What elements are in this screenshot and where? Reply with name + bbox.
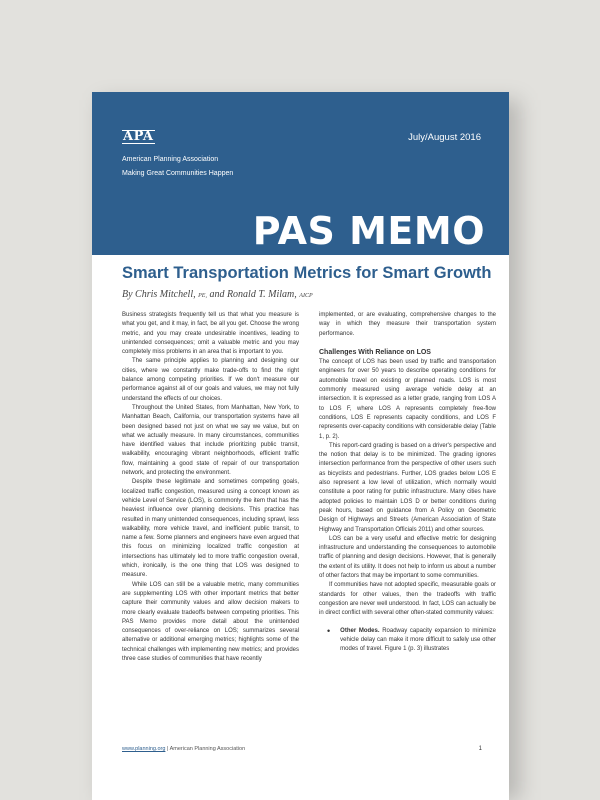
paragraph: The same principle applies to planning and designing our cities, where we constantly make trade-offs to find the right balance among competing priorities. If we don't measure our performance against all of our goals and values, we may not fully understand the effects of our choices. (122, 358, 299, 402)
paragraph: implemented, or are evaluating, comprehensive changes to the way in which they measure their transportation system performance. (319, 312, 496, 337)
paragraph: Throughout the United States, from Manhattan, New York, to Manhattan Beach, California, our transportation systems have all been designed based not just on what we say we value, but on what we actually measure. In many circumstances, communities have identified values that include prioritizing public transit, walkability, encouraging vibrant neighborhoods, efficient traffic flow, maintaining a good state of repair of our transportation network, and protecting the environment. (122, 404, 299, 477)
paragraph: Business strategists frequently tell us that what you measure is what you get, and it may, in fact, be all you get. Choose the wrong metric, and you may create undesirable incentives, leading to unintended consequences; omit a valuable metric and you may completely miss problems in an area that is important to you. (122, 312, 299, 356)
paragraph: If communities have not adopted specific, measurable goals or standards for other values, then the tradeoffs with traffic congestion are never well understood. In fact, LOS can actually be in direct conflict with several other often-stated community values: (319, 582, 496, 617)
org-tagline: Making Great Communities Happen (122, 170, 234, 177)
bullet-item (319, 627, 496, 655)
page-number: 1 (478, 746, 482, 752)
paragraph: LOS can be a very useful and effective metric for designing infrastructure and understanding the consequences to automobile traffic of planning and design decisions. However, that is generally the extent of its utility. It does not help to inform us about a number of other factors that may be important to some communities. (319, 535, 496, 580)
page-footer: www.planning.org | American Planning Association 1 (122, 746, 482, 752)
memo-page (92, 92, 509, 800)
org-name: American Planning Association (122, 156, 219, 163)
website-link[interactable]: www.planning.org (122, 746, 166, 752)
author-1: By Chris Mitchell, (122, 289, 196, 300)
body-column-right (319, 311, 496, 654)
body-column-left (122, 311, 299, 664)
header-band (92, 92, 509, 255)
article-title: Smart Transportation Metrics for Smart Growth (122, 264, 492, 282)
author-2-credential: AICP (299, 293, 313, 299)
bullet-dot-icon: • (327, 625, 331, 636)
footer-org: American Planning Association (169, 746, 246, 752)
author-1-credential: PE, (198, 293, 207, 299)
byline (122, 289, 313, 300)
bullet-label: Other Modes. (340, 627, 380, 634)
issue-date: July/August 2016 (408, 132, 481, 143)
bullet-text: Roadway capacity expansion to minimize vehicle delay can make it more difficult to safely use other modes of travel. Figure 1 (p. 3) illustrates (340, 627, 496, 653)
masthead-title: PAS MEMO (252, 209, 485, 253)
paragraph: This report-card grading is based on a driver's perspective and the notion that delay is to be minimized. The grading ignores intersection performance from the perspective of other users such as bicyclists and pedestrians. Further, LOS grades below LOS E also represent a low level of utilization, which normally would constitute a poor rating for public infrastructure. Many cities have adopted policies to maintain LOS D or better conditions during peak hours, based on guidance from A Policy on Geometric Design of Highways and Streets (American Association of State Highway and Transportation Officials 2011) and other sources. (319, 442, 496, 533)
section-heading: Challenges With Reliance on LOS (319, 348, 431, 356)
apa-logo: APA (123, 129, 154, 144)
paragraph: The concept of LOS has been used by traffic and transportation engineers for over 50 years to describe operating conditions for automobile travel on existing or planned roads. LOS is most commonly measured using average vehicle delay at an intersection. It is expressed as a letter grade, ranging from LOS A to LOS F, where LOS A represents completely free-flow conditions, LOS E represents capacity conditions, and LOS F represents over-capacity conditions with considerable delay (Table 1, p. 2). (319, 359, 496, 440)
paragraph: While LOS can still be a valuable metric, many communities are supplementing LOS with other important metrics that better capture their community values and allow decision makers to more clearly evaluate tradeoffs between competing priorities. This PAS Memo provides more detail about the unintended consequences of over-reliance on LOS; summarizes several alternative or additional emerging metrics; highlights some of the technical challenges with implementing new metrics; and provides three case studies of communities that have recently (122, 581, 299, 662)
author-2: and Ronald T. Milam, (209, 289, 297, 300)
paragraph: Despite these legitimate and sometimes competing goals, localized traffic congestion, measured using a concept known as vehicle Level of Service (LOS), is commonly the item that has the heaviest influence over planning decisions. This practice has resulted in many unintended consequences, including sprawl, less walkability, more vehicle travel, and inefficient public transit, to name a few. Some planners and engineers have even argued that this focus on minimizing localized traffic congestion at intersections has ultimately led to more traffic congestion overall, which, ironically, is the one thing that LOS was designed to measure. (122, 479, 299, 579)
